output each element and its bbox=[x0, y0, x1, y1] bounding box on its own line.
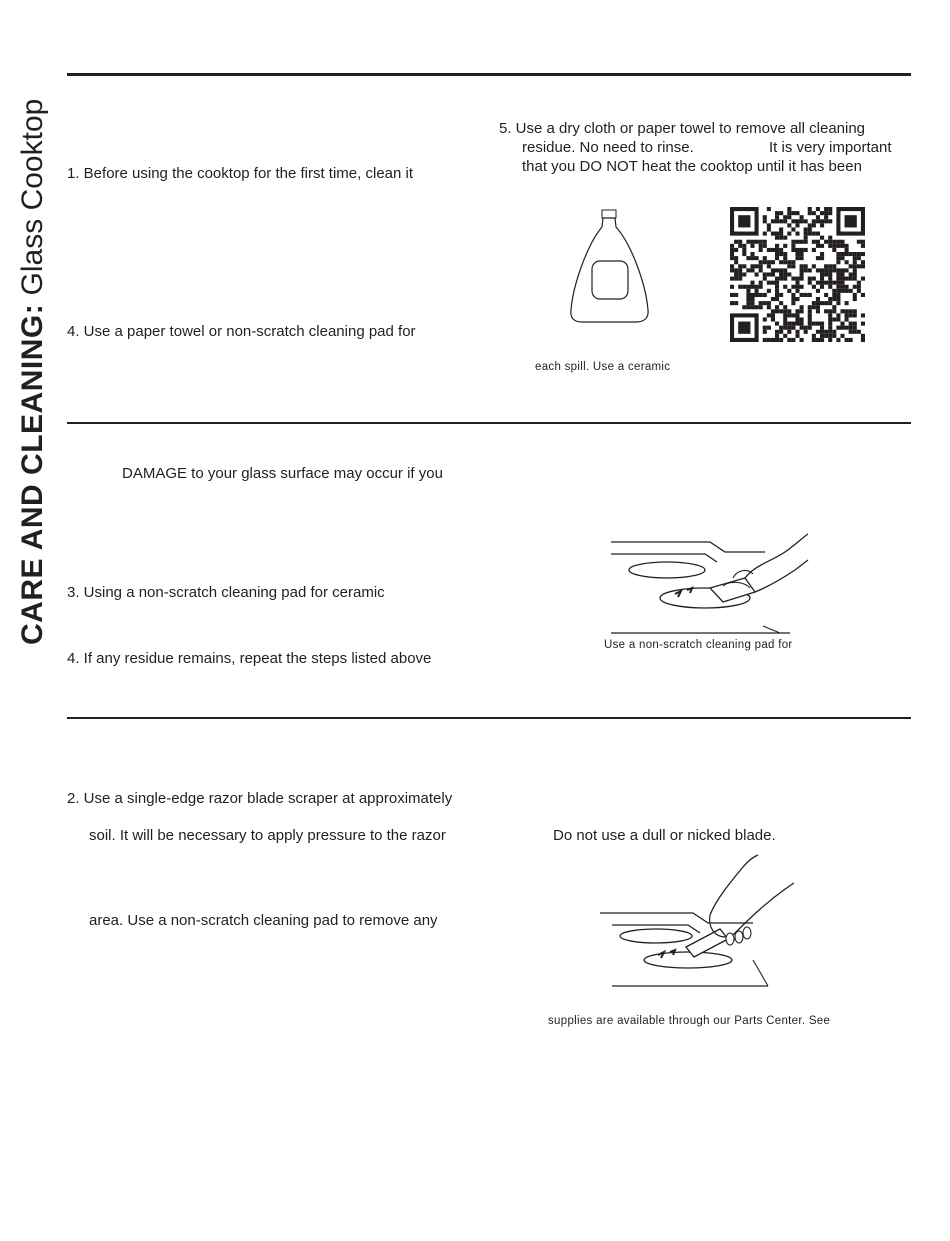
section1-step5-line1: 5. Use a dry cloth or paper towel to remove all cleaning bbox=[499, 120, 866, 137]
side-title-normal: Glass Cooktop bbox=[16, 98, 49, 304]
section1-step4: 4. Use a paper towel or non-scratch cleaning pad for bbox=[67, 323, 416, 340]
side-title-bold: CARE AND CLEANING: bbox=[16, 303, 49, 645]
section2-step4: 4. If any residue remains, repeat the steps listed above bbox=[67, 650, 432, 667]
side-title bbox=[0, 0, 49, 645]
section3-step2-line2: soil. It will be necessary to apply pressure to the razor bbox=[89, 827, 446, 844]
section1-step5-line3: that you DO NOT heat the cooktop until it has been bbox=[522, 158, 862, 175]
section2-step3: 3. Using a non-scratch cleaning pad for ceramic bbox=[67, 584, 385, 601]
cleaning-pad-illustration bbox=[605, 530, 815, 635]
section1-step5-line2b: It is very important bbox=[769, 139, 892, 156]
section-divider-1 bbox=[67, 422, 911, 424]
qr-code-icon bbox=[730, 207, 865, 342]
section1-step5-line2a: residue. No need to rinse. bbox=[522, 139, 694, 156]
cleaner-bottle-icon bbox=[570, 205, 650, 325]
section3-blade-note: Do not use a dull or nicked blade. bbox=[553, 827, 776, 844]
razor-scraper-illustration bbox=[598, 855, 798, 990]
section3-caption: supplies are available through our Parts Center. See bbox=[548, 1015, 831, 1027]
top-divider bbox=[67, 73, 911, 76]
section3-step2-line1: 2. Use a single-edge razor blade scraper at approximately bbox=[67, 790, 453, 807]
section2-caption: Use a non-scratch cleaning pad for bbox=[604, 639, 793, 651]
section2-damage-warning: DAMAGE to your glass surface may occur if you bbox=[122, 465, 443, 482]
section1-caption: each spill. Use a ceramic bbox=[535, 361, 671, 373]
section3-step2-line3: area. Use a non-scratch cleaning pad to remove any bbox=[89, 912, 438, 929]
section-divider-2 bbox=[67, 717, 911, 719]
section1-step1: 1. Before using the cooktop for the first time, clean it bbox=[67, 165, 414, 182]
